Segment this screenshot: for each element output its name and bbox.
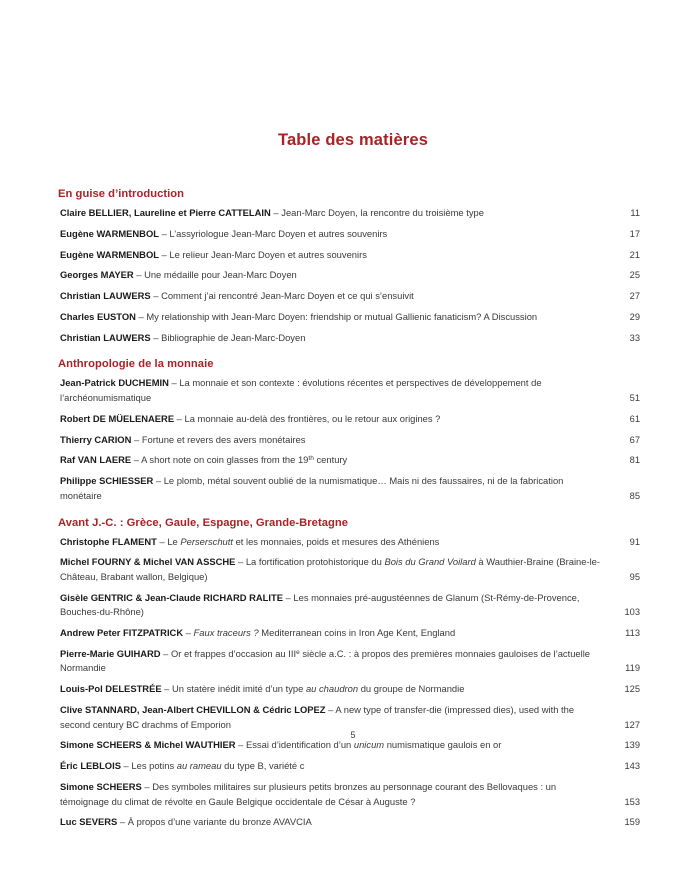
toc-entry-author: Raf VAN LAERE — [60, 454, 132, 466]
toc-entry-title: Faux traceurs ? Mediterranean coins in Iron Age Kent, England — [193, 627, 456, 639]
toc-entry[interactable] — [58, 738, 640, 753]
toc-entry[interactable] — [58, 591, 640, 620]
toc-entry-title: L’assyriologue Jean-Marc Doyen et autres souvenirs — [169, 227, 388, 239]
toc-entry-separator: – — [161, 683, 173, 695]
toc-entry-separator: – — [133, 269, 145, 281]
toc-entry-text — [58, 738, 501, 753]
toc-entry-title: Les potins au rameau du type B, variété c — [131, 760, 305, 772]
toc-entry-author: Eugène WARMENBOL — [60, 227, 159, 239]
toc-entry-separator: – — [150, 290, 162, 302]
toc-entry[interactable] — [58, 453, 640, 468]
toc-entry-author: Robert DE MÜELENAERE — [60, 412, 175, 424]
toc-entry-title: Comment j’ai rencontré Jean-Marc Doyen et ce qui s’ensuivit — [161, 290, 414, 302]
toc-entry-page-number: 91 — [629, 536, 640, 547]
toc-entry-separator: – — [131, 433, 142, 445]
toc-entry[interactable] — [58, 412, 640, 427]
toc-entry[interactable] — [58, 703, 640, 732]
toc-entry-text — [58, 227, 387, 242]
toc-entry-title: Une médaille pour Jean-Marc Doyen — [144, 269, 297, 281]
toc-entry-title: A new type of transfer-die (impressed dies), used with the second century BC drachms of Emporion — [60, 704, 575, 730]
toc-entry-separator: – — [153, 475, 164, 487]
toc-entry-page-number: 159 — [624, 817, 640, 828]
toc-entry-text — [58, 535, 439, 550]
toc-entry-text — [58, 647, 600, 676]
toc-entry-separator: – — [150, 331, 162, 343]
toc-entry[interactable] — [58, 331, 640, 346]
section-heading: Anthropologie de la monnaie — [58, 358, 214, 371]
toc-entry-title: La fortification protohistorique du Bois du Grand Voilard à Wauthier-Braine (Braine-le-Château, Brabant wallon, Belgique) — [60, 556, 600, 582]
toc-entry-separator: – — [141, 780, 153, 792]
toc-entry-page-number: 25 — [629, 270, 640, 281]
toc-entry-text — [58, 815, 312, 830]
toc-entry-separator: – — [183, 627, 194, 639]
toc-section — [58, 181, 640, 345]
toc-entry-author: Christian LAUWERS — [60, 290, 151, 302]
toc-entry-page-number: 127 — [624, 719, 640, 730]
toc-entry-page-number: 119 — [625, 663, 640, 674]
toc-entry-text — [58, 759, 304, 774]
toc-entry-text — [58, 453, 347, 468]
toc-entry[interactable] — [58, 433, 640, 448]
toc-entry-page-number: 143 — [624, 761, 640, 772]
toc-entry[interactable] — [58, 555, 640, 584]
section-heading: En guise d’introduction — [58, 188, 185, 200]
toc-entry-text — [58, 310, 537, 325]
toc-entry-author: Christian LAUWERS — [60, 331, 151, 343]
toc-entry-page-number: 17 — [629, 228, 640, 239]
toc-entry-author: Luc SEVERS — [60, 816, 118, 828]
toc-entry-page-number: 51 — [629, 393, 640, 404]
toc-entry-page-number: 95 — [629, 571, 640, 582]
toc-entry-title: Un statère inédit imité d’un type au chaudron du groupe de Normandie — [172, 683, 465, 695]
toc-entry-separator: – — [235, 556, 246, 568]
toc-section — [58, 510, 640, 830]
toc-entry-title: Fortune et revers des avers monétaires — [141, 433, 306, 445]
toc-entry-author: Charles EUSTON — [60, 310, 136, 322]
toc-entry-title: À propos d’une variante du bronze AVAVCIA — [127, 816, 312, 828]
toc-entry-title: A short note on coin glasses from the 19th century — [141, 454, 348, 466]
toc-entry-title: Jean-Marc Doyen, la rencontre du troisième type — [281, 207, 484, 218]
toc-entry-separator: – — [158, 227, 170, 239]
toc-entry-title: Des symboles militaires sur plusieurs petits bronzes au personnage courant des Bellovaques : un témoignage du climat de révolte en Gaule Belgique occidentale de César à Auguste ? — [60, 780, 557, 807]
toc-entry[interactable] — [58, 248, 640, 263]
toc-entry-author: Louis-Pol DELESTRÉE — [60, 683, 162, 695]
toc-entry-author: Eugène WARMENBOL — [60, 248, 159, 260]
toc-entry-author: Éric LEBLOIS — [60, 760, 121, 772]
toc-entry-text — [58, 331, 305, 346]
toc-entry-separator: – — [325, 704, 336, 716]
toc-entry-author: Thierry CARION — [60, 433, 132, 445]
toc-entry-title: Le Perserschutt et les monnaies, poids et mesures des Athéniens — [167, 535, 440, 547]
toc-entry[interactable] — [58, 815, 640, 830]
toc-entry-page-number: 125 — [624, 684, 640, 695]
toc-entry[interactable] — [58, 780, 640, 809]
toc-entry-text — [58, 626, 455, 641]
toc-entry-title: Les monnaies pré-augustéennes de Glanum (St-Rémy-de-Provence, Bouches-du-Rhône) — [60, 591, 580, 618]
toc-entry-separator: – — [135, 310, 147, 322]
toc-entry[interactable] — [58, 206, 640, 221]
toc-entry-author: Michel FOURNY & Michel VAN ASSCHE — [60, 556, 236, 568]
toc-entry-author: Georges MAYER — [60, 269, 134, 281]
toc-entry-page-number: 27 — [629, 291, 640, 302]
toc-entry-text — [58, 206, 484, 221]
toc-entry[interactable] — [58, 759, 640, 774]
toc-section — [58, 351, 640, 503]
toc-entry-page-number: 113 — [625, 628, 640, 639]
toc-entry-separator: – — [120, 760, 132, 772]
toc-entry-page-number: 81 — [629, 455, 640, 466]
toc-entry-page-number: 85 — [629, 490, 640, 501]
toc-entry-separator: – — [156, 535, 168, 547]
toc-entry-separator: – — [158, 248, 170, 260]
page-title: Table des matières — [277, 131, 429, 149]
toc-entry-text — [58, 248, 367, 263]
toc-entry-author: Jean-Patrick DUCHEMIN — [60, 377, 169, 389]
toc-entry-title: Le relieur Jean-Marc Doyen et autres souvenirs — [169, 248, 367, 260]
toc-entry-author: Claire BELLIER, Laureline et Pierre CATTELAIN — [60, 207, 271, 218]
toc-entry-title: La monnaie au-delà des frontières, ou le retour aux origines ? — [184, 412, 441, 424]
toc-entry-text — [58, 591, 600, 620]
toc-entry-separator: – — [235, 739, 246, 751]
toc-entry-text — [58, 703, 600, 732]
toc-entry[interactable] — [58, 474, 640, 503]
toc-entry-title: Bibliographie de Jean-Marc-Doyen — [161, 331, 306, 343]
toc-entry[interactable] — [58, 376, 640, 405]
toc-entry[interactable] — [58, 647, 640, 676]
toc-entry-separator: – — [117, 816, 128, 828]
toc-entry-title: My relationship with Jean-Marc Doyen: friendship or mutual Gallienic fanaticism? A Discussion — [146, 310, 538, 322]
toc-entry-title: Essai d’identification d’un unicum numismatique gaulois en or — [245, 739, 502, 751]
toc-entry[interactable] — [58, 310, 640, 325]
folio-page-number: 5 — [350, 730, 356, 740]
toc-entry-text — [58, 682, 464, 697]
toc-entry-title: La monnaie et son contexte : évolutions récentes et perspectives de développement de l’archéonumismatique — [60, 377, 542, 404]
toc-entry[interactable] — [58, 682, 640, 697]
toc-entry-text — [58, 780, 600, 809]
toc-entry-page-number: 67 — [629, 434, 640, 445]
toc-entry-title: Le plomb, métal souvent oublié de la numismatique… Mais ni des faussaires, ni de la fabrication monétaire — [60, 475, 564, 501]
toc-entry-page-number: 11 — [630, 208, 640, 218]
toc-entry-text — [58, 412, 440, 427]
toc-entry-author: Clive STANNARD, Jean-Albert CHEVILLON & Cédric LOPEZ — [60, 704, 326, 716]
toc-entry[interactable] — [58, 289, 640, 304]
toc-entry-author: Philippe SCHIESSER — [60, 475, 154, 487]
toc-entry-page-number: 29 — [629, 311, 640, 322]
toc-entry[interactable] — [58, 227, 640, 242]
toc-entry-author: Christophe FLAMENT — [60, 535, 157, 547]
toc-entry[interactable] — [58, 535, 640, 550]
toc-entry-separator: – — [168, 377, 180, 389]
toc-entry-separator: – — [174, 412, 185, 424]
toc-entry-separator: – — [160, 647, 171, 659]
toc-entry-author: Simone SCHEERS — [60, 780, 142, 792]
toc-entry[interactable] — [58, 626, 640, 641]
toc-entry-author: Simone SCHEERS & Michel WAUTHIER — [60, 739, 236, 751]
toc-entry[interactable] — [58, 268, 640, 283]
toc-entry-page-number: 33 — [629, 332, 640, 343]
toc-entry-page-number: 61 — [629, 413, 640, 424]
toc-entry-separator: – — [270, 207, 282, 218]
toc-entry-author: Gisèle GENTRIC & Jean-Claude RICHARD RALITE — [60, 591, 283, 603]
toc-entry-text — [58, 555, 600, 584]
section-heading: Avant J.-C. : Grèce, Gaule, Espagne, Grande-Bretagne — [58, 516, 349, 529]
toc-entry-page-number: 153 — [624, 796, 640, 807]
toc-entry-text — [58, 474, 600, 503]
toc-entry-page-number: 21 — [629, 249, 640, 260]
toc-entry-text — [58, 433, 305, 448]
toc-entry-author: Pierre-Marie GUIHARD — [60, 647, 161, 659]
toc-entry-text — [58, 268, 297, 283]
toc-entry-text — [58, 289, 414, 304]
toc-entry-title: Or et frappes d’occasion au IIIe siècle a.C. : à propos des premières monnaies gauloises de l’actuelle Normandie — [60, 647, 591, 674]
toc-entry-page-number: 103 — [624, 607, 640, 618]
toc-entry-separator: – — [282, 591, 294, 603]
toc-entry-text — [58, 376, 600, 405]
toc-entry-page-number: 139 — [624, 740, 640, 751]
toc-entry-author: Andrew Peter FITZPATRICK — [60, 627, 184, 639]
toc-entry-separator: – — [131, 454, 142, 466]
